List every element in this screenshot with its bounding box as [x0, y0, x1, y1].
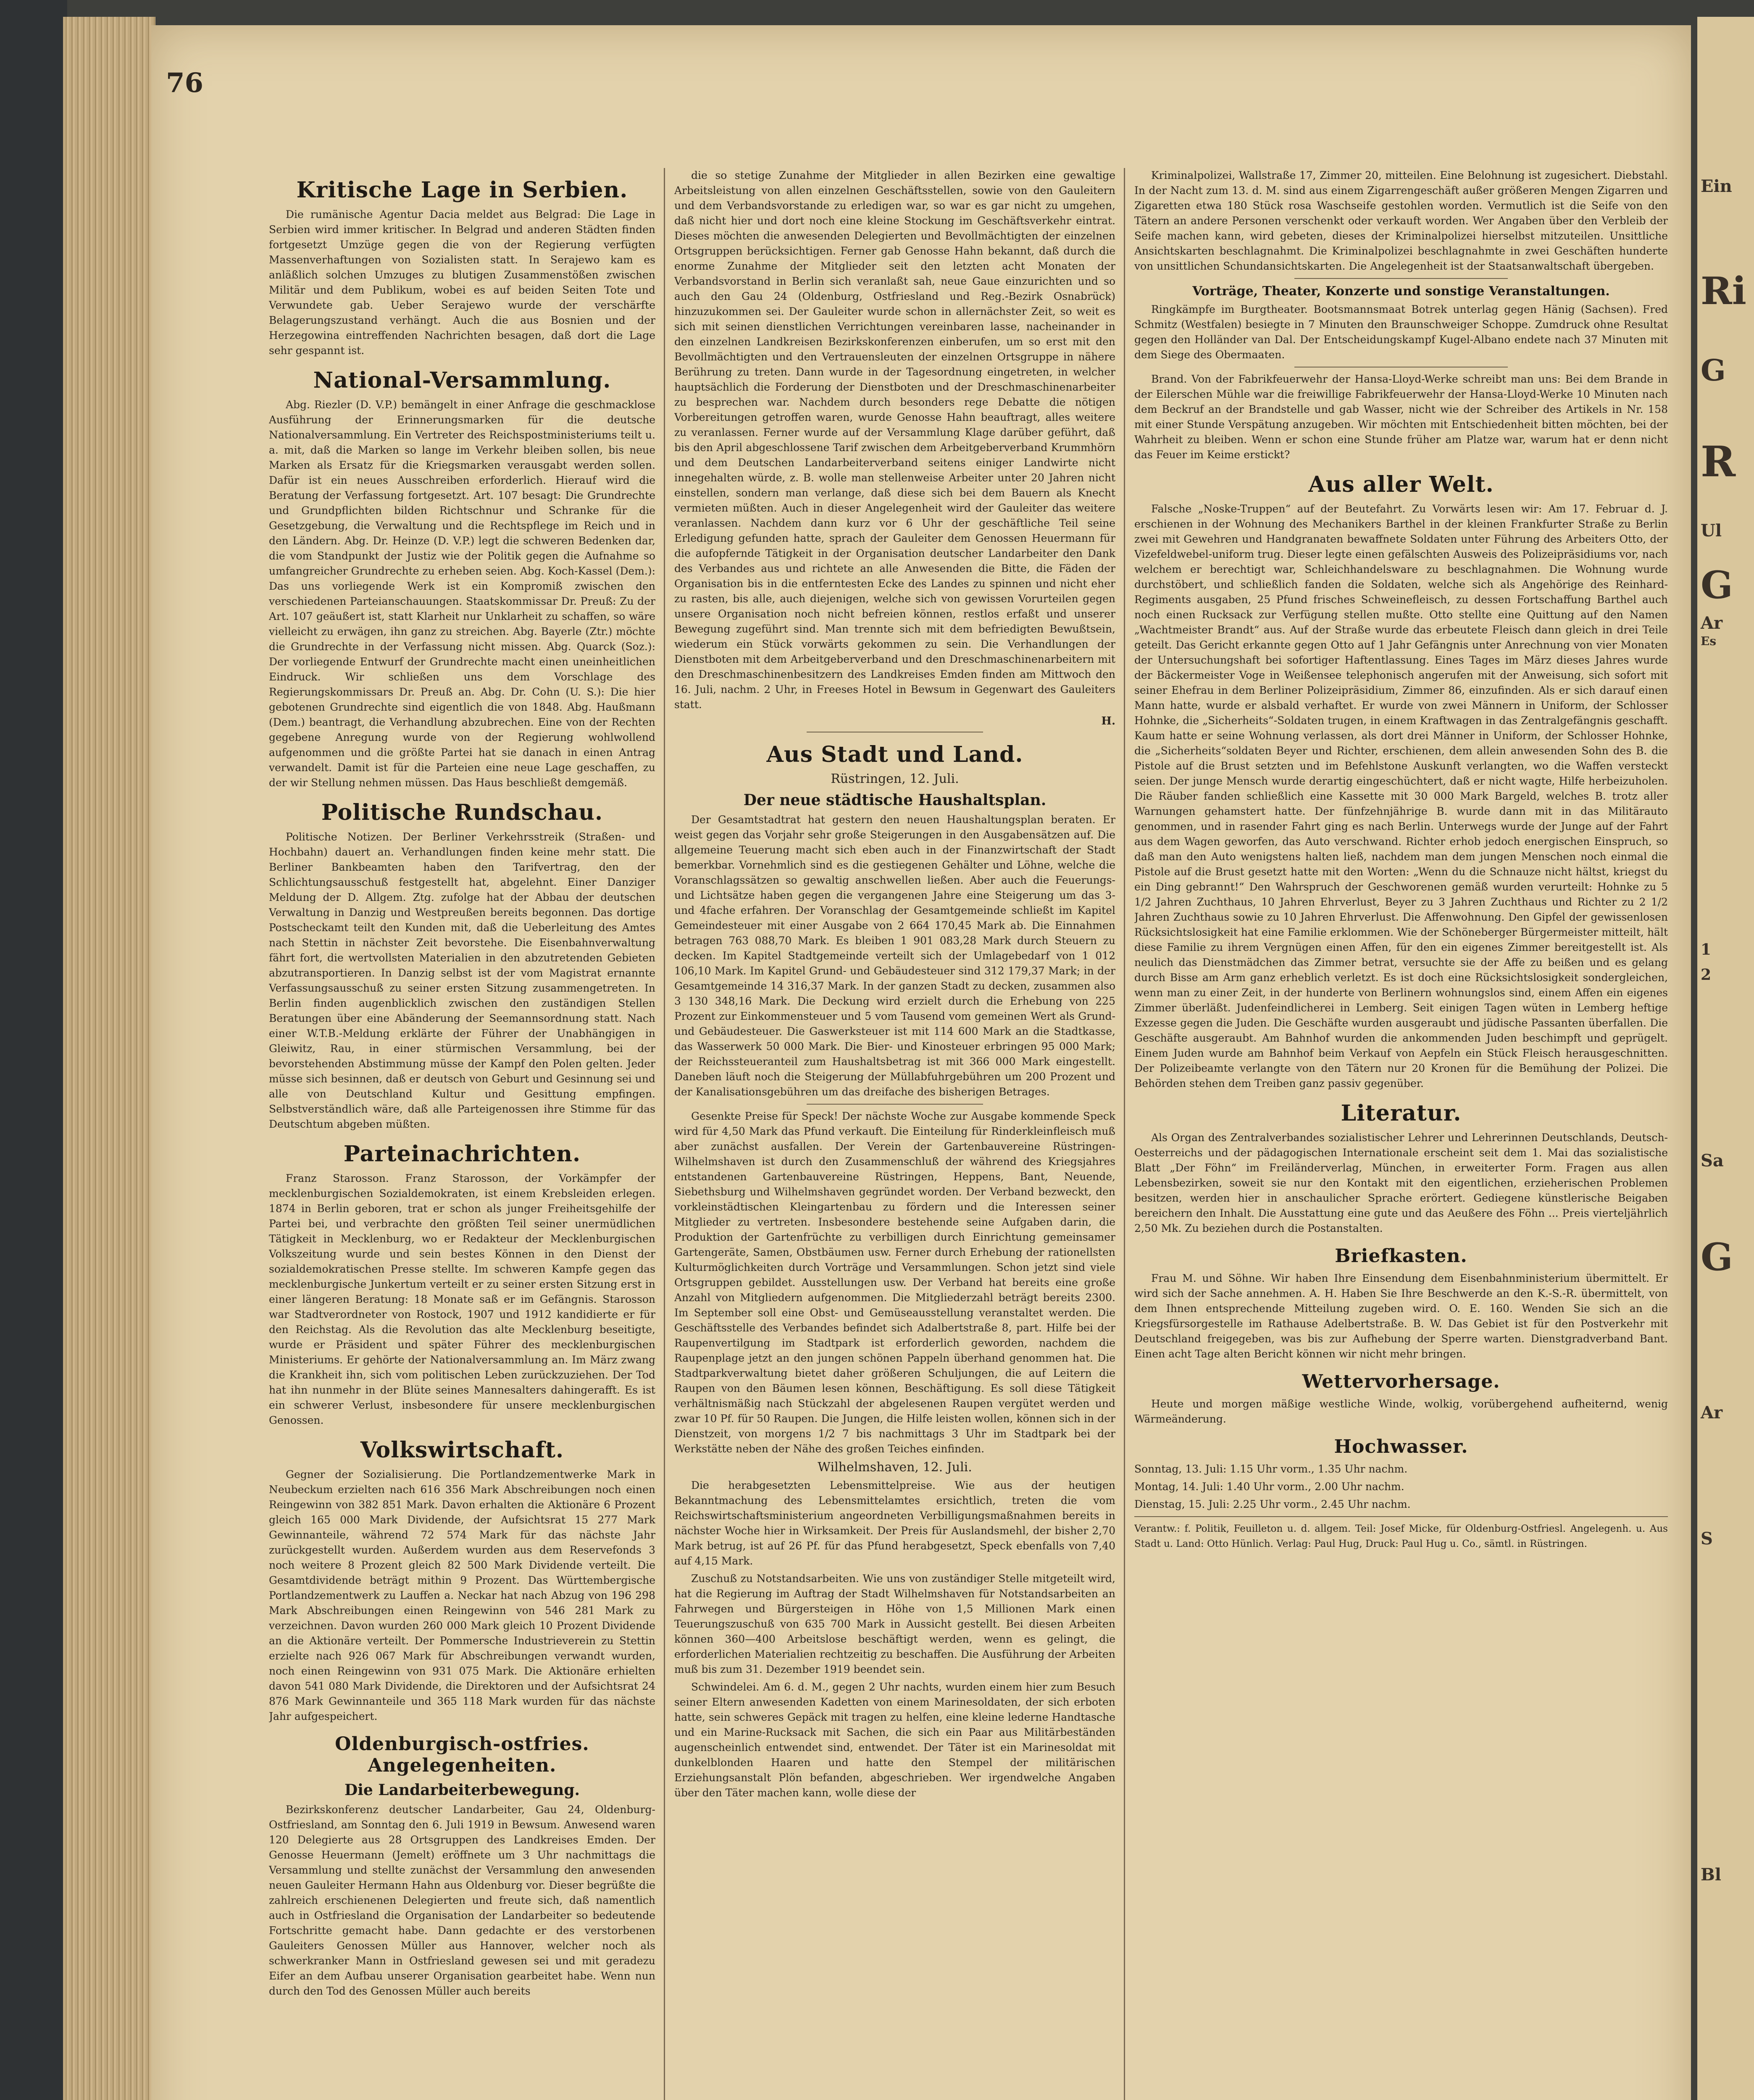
article-brand: Brand. Von der Fabrikfeuerwehr der Hansa-Lloyd-Werke schreibt man uns: Bei dem Brande in der Eilerschen Mühle war die freiwillige Fabrikfeuerwehr der Hansa-Lloyd-Werke 10 Minuten nach dem Beckruf an der Brandstelle und gab Wasser, nicht wie der Schreiber des Artikels in Nr. 158 mit einer Stunde Verspätung anzugeben. Wir möchten mit Entschiedenheit bitten möchten, bei der Wahrheit zu bleiben. Wenn er schon eine Stunde früher am Platze war, warum hat er denn nicht das Feuer im Keime erstickt?	[1134, 373, 1668, 461]
separator	[1134, 1516, 1668, 1517]
separator	[807, 1104, 983, 1105]
headline-hochwasser: Hochwasser.	[1334, 1436, 1468, 1457]
fragment: Sa	[1701, 1151, 1724, 1171]
fragment: Ul	[1701, 521, 1722, 541]
fragment: Ein	[1701, 176, 1732, 196]
fragment: S	[1701, 1529, 1713, 1549]
article-kriminalpolizei: Kriminalpolizei, Wallstraße 17, Zimmer 20, mitteilen. Eine Belohnung ist zugesichert. Diebstahl. In der Nacht zum 13. d. M. sind aus einem Zigarrengeschäft außer größeren Mengen Zigarren und Zigaretten etwa 180 Stück rosa Waschseife gestohlen worden. Vermutlich ist die Seife von den Tätern an andere Personen verschenkt oder verkauft worden. Wer Angaben über den Verbleib der Seife machen kann, wird gebeten, dieses der Kriminalpolizei hierselbst mitzuteilen. Unsittliche Ansichtskarten beschlagnahmt. Die Kriminalpolizei beschlagnahmte in zwei Geschäften hunderte von unsittlichen Schundansichtskarten. Die Angelegenheit ist der Staatsanwaltschaft übergeben.	[1134, 169, 1668, 272]
hochwasser-line: Montag, 14. Juli: 1.40 Uhr vorm., 2.00 Uhr nachm.	[1134, 1480, 1404, 1493]
article-rundschau: Politische Notizen. Der Berliner Verkehrsstreik (Straßen- und Hochbahn) dauert an. Verhandlungen finden keine mehr statt. Die Berliner Bankbeamten haben den Tarifvertrag, den der Schlichtungsausschuß festgestellt hat, abgelehnt. Einer Danziger Meldung der D. Allgem. Ztg. zufolge hat der Abbau der deutschen Verwaltung in Danzig und Westpreußen bereits begonnen. Das dortige Postscheckamt teilt den Kunden mit, daß die Ueberleitung des Amtes nach Stettin in nächster Zeit bevorstehe. Die Eisenbahnverwaltung fährt fort, die wertvollsten Materialien in den abzutretenden Gebieten abzutransportieren. In Danzig selbst ist der vom Magistrat ernannte Verfassungsausschuß zu seiner ersten Sitzung zusammengetreten. In Berlin finden augenblicklich zwischen den zuständigen Stellen Beratungen über eine Abänderung der Seemannsordnung statt. Nach einer W.T.B.-Meldung erklärte der Führer der Unabhängigen in Gleiwitz, Rau, in einer stürmischen Versammlung, bei der bevorstehenden Abstimmung müsse der Kampf den Polen gelten. Jeder müsse sich besinnen, daß er deutsch von Geburt und Gesinnung sei und alle von Deutschland Kultur und Gesittung empfingen. Selbstverständlich wäre, daß alle Parteigenossen ihre Stimme für das Deutschtum abgeben müßten.	[269, 831, 655, 1130]
article-speck: Gesenkte Preise für Speck! Der nächste Woche zur Ausgabe kommende Speck wird für 4,50 Mark das Pfund verkauft. Die Einteilung für Rinderkleinfleisch muß aber zunächst ausfallen. Der Verein der Gartenbauvereine Rüstringen-Wilhelmshaven ist durch den Zusammenschluß der während des Kriegsjahres entstandenen Gartenbauvereine Rüstringen, Heppens, Bant, Neuende, Siebethsburg und Wilhelmshaven gegründet worden. Der Verband bezweckt, den vorkleinstädtischen Kleingartenbau zu fördern und die Interessen seiner Mitglieder zu vertreten. Insbesondere bestehende seine Aufgaben darin, die Produktion der Gartenfrüchte zu verbilligen durch Einrichtung gemeinsamer Gartengeräte, Samen, Obstbäumen usw. Ferner durch Erhebung der rationellsten Kulturmöglichkeiten durch Vorträge und Versammlungen. Schon jetzt sind viele Ortsgruppen gebildet. Ausstellungen usw. Der Verband hat bereits eine große Anzahl von Mitgliedern aufgenommen. Die Mitgliederzahl beträgt bereits 2300. Im September soll eine Obst- und Gemüseausstellung veranstaltet werden. Die Geschäftsstelle des Verbandes befindet sich Adalbertstraße 8, part. Hilfe bei der Raupenvertilgung im Stadtpark ist erforderlich geworden, nachdem die Raupenplage jetzt an den jungen schönen Pappeln überhand genommen hat. Die Stadtparkverwaltung bietet daher größeren Schuljungen, die auf Leitern die Raupen von den Bäumen lesen können, Beschäftigung. Es soll diese Tätigkeit verhältnismäßig nach Stückzahl der abgelesenen Raupen vergütet werden und zwar 10 Pf. für 50 Raupen. Die Jungen, die Hilfe leisten wollen, können sich in der Dienstzeit, von morgens 1/2 7 bis nachmittags 3 Uhr im Stadtpark bei der Werkstätte neben der Nähe des großen Teiches einfinden.	[674, 1110, 1115, 1455]
headline-aus-aller-welt: Aus aller Welt.	[1308, 472, 1494, 497]
fragment: Ar	[1701, 613, 1723, 633]
column-1	[269, 168, 655, 2100]
adjacent-page	[1697, 17, 1754, 2100]
signature: H.	[1101, 715, 1115, 727]
article-briefkasten: Frau M. und Söhne. Wir haben Ihre Einsendung dem Eisenbahnministerium übermittelt. Er wird sich der Sache annehmen. A. H. Haben Sie Ihre Beschwerde an den K.-S.-R. übermittelt, von dem Ihnen entsprechende Mitteilung zugeben wird. O. E. 160. Wenden Sie sich an die Kriegsfürsorgestelle im Rathause Adelbertstraße. B. W. Das Gebiet ist für den Postverkehr mit Deutschland freigegeben, was bis zur Aufhebung der Sperre warten. Dienstgradverband Bant. Einen acht Tage alten Bericht können wir nicht mehr bringen.	[1134, 1272, 1668, 1360]
article-landarbeiter: Bezirkskonferenz deutscher Landarbeiter, Gau 24, Oldenburg-Ostfriesland, am Sonntag den 6. Juli 1919 in Bewsum. Anwesend waren 120 Delegierte aus 28 Ortsgruppen des Landkreises Emden. Der Genosse Heuermann (Jemelt) eröffnete um 3 Uhr nachmittags die Versammlung und stellte zunächst der Versammlung den anwesenden neuen Gauleiter Hermann Hahn aus Oldenburg vor. Dieser begrüßte die zahlreich erschienenen Delegierten und freute sich, daß namentlich auch in Ostfriesland die Organisation der Landarbeiter so bedeutende Fortschritte gemacht habe. Dann gedachte er des verstorbenen Gauleiters Genossen Müller aus Hannover, welcher noch als schwerkranker Mann in Ostfriesland gewesen sei und mit geradezu Eifer an dem Aufbau unserer Organisation gearbeitet habe. Wenn nun durch den Tod des Genossen Müller auch bereits	[269, 1803, 655, 1997]
fragment: Ri	[1701, 269, 1746, 313]
headline-briefkasten: Briefkasten.	[1335, 1245, 1467, 1267]
article-haushaltsplan: Der Gesamtstadtrat hat gestern den neuen Haushaltungsplan beraten. Er weist gegen das Vorjahr sehr große Steigerungen in den Ausgabensätzen auf. Die allgemeine Teuerung macht sich eben auch in der Finanzwirtschaft der Stadt bemerkbar. Vornehmlich sind es die gestiegenen Gehälter und Löhne, welche die Voranschlagssätzen so gewaltig anschwellen ließen. Aber auch die Feuerungs- und Lichtsätze haben gegen die vergangenen Jahre eine Steigerung um das 3- und 4fache erfahren. Der Voranschlag der Gesamtgemeinde schließt im Kapitel Gemeindesteuer mit einer Ausgabe von 2 664 170,45 Mark ab. Die Einnahmen betragen 763 088,70 Mark. Es bleiben 1 901 083,28 Mark durch Steuern zu decken. Im Kapitel Stadtgemeinde verteilt sich der Umlagebedarf von 1 012 106,10 Mark. Im Kapitel Grund- und Gebäudesteuer sind 312 179,37 Mark; in der Gesamtgemeinde 14 316,37 Mark. In der ganzen Stadt zu decken, zusammen also 3 130 348,16 Mark. Die Deckung wird erzielt durch die Erhebung von 225 Prozent zur Einkommensteuer und 5 vom Tausend vom gemeinen Wert als Grund- und Gebäudesteuer. Die Gaswerksteuer ist mit 114 600 Mark an die Stadtkasse, das Wasserwerk 50 000 Mark. Die Bier- und Kinosteuer erbringen 95 000 Mark; der Reichssteueranteil zum Haushaltsbetrag ist mit 366 000 Mark eingestellt. Daneben läuft noch die Steigerung der Müllabfuhrgebühren um 200 Prozent und der Kanalisationsgebühren um das dreifache des bisherigen Betrages.	[674, 814, 1115, 1098]
headline-veranstaltungen: Vorträge, Theater, Konzerte und sonstige Veranstaltungen.	[1192, 284, 1610, 299]
page-number: 76	[166, 67, 204, 99]
headline-parteinachrichten: Parteinachrichten.	[343, 1141, 581, 1167]
article-aus-aller-welt: Falsche „Noske-Truppen“ auf der Beutefahrt. Zu Vorwärts lesen wir: Am 17. Februar d. J. erschienen in der Wohnung des Mechanikers Barthel in der kleinen Frankfurter Straße zu Berlin zwei mit Gewehren und Handgranaten bewaffnete Soldaten unter Führung des Arbeiters Otto, der Vizefeldwebel-uniform trug. Dieser legte einen gefälschten Ausweis des Polizeipräsidiums vor, nach welchem er berechtigt war, Schleichhandelsware zu beschlagnahmen. Die Wohnung wurde durchstöbert, und schließlich fanden die Soldaten, welche sich als Angehörige des Reinhard-Regiments ausgaben, 25 Pfund frisches Schweinefleisch, zu dessen Fortschaffung Barthel auch noch einen Rucksack zur Verfügung stellen mußte. Otto stellte eine Quittung auf den Namen „Wachtmeister Brandt“ aus. Auf der Straße wurde das erbeutete Fleisch dann gleich in drei Teile geteilt. Das Gericht erkannte gegen Otto auf 1 Jahr Gefängnis unter Anrechnung von vier Monaten der Untersuchungshaft bei sofortiger Haftentlassung. Eines Tages im März dieses Jahres wurde der Bäckermeister Voge in Weißensee telephonisch angerufen mit der Anweisung, sich sofort mit seiner Ehefrau in dem Berliner Polizeipräsidium, Zimmer 86, einzufinden. Als er sich darauf einen Mann hatte, wurde er alsbald verhaftet. Er wurde von zwei Männern in Uniform, der Schlosser Hohnke, die „Sicherheits“-Soldaten trugen, in einem Kraftwagen in das Zentralgefängnis geschafft. Kaum hatte er seine Wohnung verlassen, als dort drei Männer in Uniform, der Schlosser Hohnke, die „Sicherheits“soldaten Beyer und Richter, erschienen, dem allein anwesenden Sohn des B. die Pistole auf die Brust setzten und im Befehlstone Auskunft verlangten, wo die Waffen versteckt seien. Der junge Mensch wurde derartig eingeschüchtert, daß er nicht wagte, Hilfe herbeizuholen. Die Räuber fanden schließlich eine Kassette mit 30 000 Mark Bargeld, welches B. trotz aller Warnungen gehamstert hatte. Der fünfzehnjährige B. wurde dann mit in das Militärauto genommen, und in rasender Fahrt ging es nach Berlin. Unterwegs wurde der Junge auf der Fahrt aus dem Wagen geworfen, das Auto verschwand. Richter erhob jedoch energischen Einspruch, so daß man den Auto wenigstens halten ließ, nachdem man dem jungen Menschen noch einmal die Pistole auf die Brust gesetzt hatte mit den Worten: „Wenn du die Schnauze nicht hältst, kriegst du ein Ding gebrannt!“ Den Wahrspruch der Geschworenen gemäß wurden verurteilt: Hohnke zu 5 1/2 Jahren Zuchthaus, 10 Jahren Ehrverlust, Beyer zu 3 Jahren Zuchthaus und Richter zu 2 1/2 Jahren Zuchthaus sowie zu 10 Jahren Ehrverlust. Die Affenwohnung. Den Gipfel der gewissenlosen Rücksichtslosigkeit hat eine Familie erklommen. Wie der Schöneberger Bürgermeister mitteilt, hält diese Familie zu ihrem Vergnügen einen Affen, für den ein eigenes Zimmer bereitgestellt ist. Als neulich das Dienstmädchen das Zimmer betrat, versuchte sie der Affe zu beißen und es gelang durch Bisse am Arm ganz erheblich verletzt. Es ist doch eine Rücksichtslosigkeit sondergleichen, wenn man zu einer Zeit, in der hunderte von Berlinern wohnungslos sind, einem Affen ein eigenes Zimmer überläßt. Judenfeindlicherei in Lemberg. Seit einigen Tagen wüten in Lemberg heftige Exzesse gegen die Juden. Die Geschäfte wurden ausgeraubt und jüdische Passanten überfallen. Die Geschäfte ausgeraubt. Am Bahnhof wurden die ankommenden Juden beschimpft und geprügelt. Einem Juden wurde am Bahnhof beim Verkauf von Aepfeln ein Stück Fleisch herausgeschnitten. Der Polizeibeamte verlangte von den Tätern nur 20 Kronen für die Bemühung der Polizei. Die Behörden stehen dem Treiben ganz passiv gegenüber.	[1134, 503, 1668, 1089]
fragment: Ar	[1701, 1403, 1723, 1423]
article-serbien: Die rumänische Agentur Dacia meldet aus Belgrad: Die Lage in Serbien wird immer kritischer. In Belgrad und anderen Städten finden fortgesetzt Umzüge gegen die von der Regierung verfügten Massenverhaftungen von Sozialisten statt. In Serajewo kam es anläßlich solchen Umzuges zu blutigen Zusammenstößen zwischen Militär und dem Publikum, wobei es auf beiden Seiten Tote und Verwundete gab. Ueber Serajewo wurde der verschärfte Belagerungszustand verhängt. Auch die aus Bosnien und der Herzegowina eintreffenden Nachrichten besagen, daß dort die Lage sehr gespannt ist.	[269, 208, 655, 357]
separator	[1294, 367, 1508, 368]
fragment: R	[1701, 437, 1736, 486]
headline-literatur: Literatur.	[1341, 1100, 1462, 1126]
headline-serbien: Kritische Lage in Serbien.	[296, 177, 628, 203]
headline-rundschau: Politische Rundschau.	[321, 800, 603, 825]
fragment: Es	[1701, 634, 1717, 648]
article-ringkaempfe: Ringkämpfe im Burgtheater. Bootsmannsmaat Botrek unterlag gegen Hänig (Sachsen). Fred Schmitz (Westfalen) besiegte in 7 Minuten den Braunschweiger Schoppe. Zumdruck ohne Resultat gegen den Holländer van Dal. Der Entscheidungskampf Kugel-Albano endete nach 37 Minuten mit dem Siege des Obermaaten.	[1134, 303, 1668, 361]
headline-oldenburg: Oldenburgisch-ostfries. Angelegenheiten.	[335, 1733, 589, 1776]
fragment: G	[1701, 1235, 1733, 1279]
fragment: G	[1701, 563, 1733, 607]
headline-wettervorhersage: Wettervorhersage.	[1302, 1371, 1500, 1392]
column-divider	[1124, 168, 1125, 2100]
fragment: 2	[1701, 966, 1712, 984]
book-spine	[0, 0, 67, 2100]
separator	[1294, 278, 1508, 279]
article-lebensmittelpreise: Die herabgesetzten Lebensmittelpreise. Wie aus der heutigen Bekanntmachung des Lebensmittelamtes ersichtlich, treten die vom Reichswirtschaftsministerium angeordneten Verbilligungsmaßnahmen bereits in nächster Woche hier in Wirksamkeit. Der Preis für Auslandsmehl, der bisher 2,70 Mark betrug, ist auf 26 Pf. für das Pfund herabgesetzt, Speck ebenfalls von 7,40 auf 4,15 Mark.	[674, 1479, 1115, 1567]
headline-stadt-und-land: Aus Stadt und Land.	[766, 742, 1023, 767]
imprint: Verantw.: f. Politik, Feuilleton u. d. allgem. Teil: Josef Micke, für Oldenburg-Ostfriesl. Angelegenh. u. Aus Stadt u. Land: Otto Hünlich. Verlag: Paul Hug, Druck: Paul Hug u. Co., sämtl. in Rüstringen.	[1134, 1523, 1668, 1549]
headline-nationalversammlung: National-Versammlung.	[313, 368, 611, 393]
article-literatur: Als Organ des Zentralverbandes sozialistischer Lehrer und Lehrerinnen Deutschlands, Deutsch-Oesterreichs und der pädagogischen Internationale erscheint seit dem 1. Mai das sozialistische Blatt „Der Föhn“ im Freiländerverlag, München, in erweiterter Form. Fragen aus allen Lebensbezirken, soweit sie nur den Kontakt mit den eigentlichen, erzieherischen Problemen besitzen, werden hier in anschaulicher Sprache erörtert. Gediegene künstlerische Beigaben bereichern den Inhalt. Die Ausstattung eine gute und das Aeußere des Föhn ... Preis vierteljährlich 2,50 Mk. Zu beziehen durch die Postanstalten.	[1134, 1131, 1668, 1234]
column-divider	[664, 168, 665, 2100]
article-landarbeiter-cont: die so stetige Zunahme der Mitglieder in allen Bezirken eine gewaltige Arbeitsleistung von allen einzelnen Geschäftsstellen, sowie von den Gauleitern und dem Verbandsvorstande zu erledigen war, so war es gar nicht zu umgehen, daß nicht hier und dort noch eine kleine Stockung im Geschäftsverkehr eintrat. Dieses möchten die anwesenden Delegierten und Bevollmächtigten der einzelnen Ortsgruppen berücksichtigen. Ferner gab Genosse Hahn bekannt, daß durch die enorme Zunahme der Mitglieder seit den letzten acht Monaten der Verbandsvorstand in Berlin sich veranlaßt sah, neue Gaue einzurichten und so auch den Gau 24 (Oldenburg, Ostfriesland und Reg.-Bezirk Osnabrück) hinzuzukommen sei. Der Gauleiter wurde schon in allernächster Zeit, so weit es sich mit seinen dienstlichen Verrichtungen vereinbaren lasse, nacheinander in den einzelnen Landkreisen Bezirkskonferenzen einberufen, um so erst mit den Bevollmächtigten und den Vertrauensleuten der einzelnen Ortsgruppe in nähere Berührung zu treten. Dann wurde in der Tagesordnung eingetreten, in welcher hauptsächlich die Forderung der Dienstboten und der Dreschmaschinenarbeiter zu besprechen war. Nachdem durch besonders rege Debatte die nötigen Vorbereitungen getroffen waren, wurde Genosse Hahn beauftragt, alles weitere zu veranlassen. Ferner wurde auf der Versammlung Klage darüber geführt, daß bis den April abgeschlossene Tarif zwischen dem Arbeitgeberverband Krummhörn und dem Deutschen Landarbeiterverband seitens einiger Landwirte nicht innegehalten würde, z. B. wolle man stellenweise Arbeiter unter 20 Jahren nicht einstellen, sondern man verlange, daß diese sich bei dem Bauern als Knecht vermieten müßten. Auch in dieser Angelegenheit wird der Gauleiter das weitere veranlassen. Nachdem dann kurz vor 6 Uhr der geschäftliche Teil seine Erledigung gefunden hatte, sprach der Gauleiter dem Genossen Heuermann für die aufopfernde Tätigkeit in der Organisation deutscher Landarbeiter den Dank des Verbandes aus und richtete an alle Anwesenden die Bitte, die Fäden der Organisation bis in die entferntesten Ecke des Landes zu spinnen und nicht eher zu rasten, bis alle, auch diejenigen, welche sich von gewissen Vorurteilen gegen unsere Organisation noch nicht befreien können, restlos erfaßt und unserer Bewegung zugeführt sind. Man trennte sich mit dem befriedigten Bewußtsein, wiederum ein Stück vorwärts gekommen zu sein. Die Verhandlungen der Dienstboten mit dem Arbeitgeberverband und den Dreschmaschinenarbeitern mit den Dreschmaschinenbesitzern des Landkreises Emden finden am Mittwoch den 16. Juli, nachm. 2 Uhr, in Freeses Hotel in Bewsum in Gegenwart des Gauleiters statt.	[674, 169, 1115, 711]
article-schwindelei: Schwindelei. Am 6. d. M., gegen 2 Uhr nachts, wurden einem hier zum Besuch seiner Eltern anwesenden Kadetten von einem Marinesoldaten, der sich erboten hatte, sein schweres Gepäck mit tragen zu helfen, eine kleine lederne Handtasche und ein Marine-Rucksack mit Sachen, die sich ein Paar aus Militärbeständen augenscheinlich entwendet sind, entwendet. Der Täter ist ein Marinesoldat mit dunkelblonden Haaren und hatte den Stempel der militärischen Erziehungsanstalt Plön befanden, abgeschrieben. Wer irgendwelche Angaben über den Täter machen kann, wolle diese der	[674, 1681, 1115, 1799]
dateline: Rüstringen, 12. Juli.	[831, 772, 959, 786]
article-volkswirtschaft: Gegner der Sozialisierung. Die Portlandzementwerke Mark in Neubeckum erzielten nach 616 356 Mark Abschreibungen noch einen Reingewinn von 382 851 Mark. Davon erhalten die Aktionäre 6 Prozent gleich 165 000 Mark Dividende, der Aufsichtsrat 15 277 Mark Gewinnanteile, während 72 574 Mark für das nächste Jahr zurückgestellt wurden. Außerdem wurden aus dem Reservefonds 3 noch weitere 8 Prozent gleich 82 500 Mark Dividende verteilt. Die Gesamtdividende beträgt mithin 9 Prozent. Das Württembergische Portlandzementwerk zu Lauffen a. Neckar hat nach Abzug von 196 298 Mark Abschreibungen einen Reingewinn von 546 281 Mark zu verzeichnen. Davon wurden 260 000 Mark gleich 10 Prozent Dividende an die Aktionäre verteilt. Der Pommersche Industrieverein zu Stettin erzielte nach 926 067 Mark für Abschreibungen verwandt wurden, noch einen Reingewinn von 931 075 Mark. Die Aktionäre erhielten davon 541 080 Mark Dividende, die Direktoren und der Aufsichtsrat 24 876 Mark Gewinnanteile und 365 118 Mark wurden für das nächste Jahr aufgespeichert.	[269, 1468, 655, 1722]
fragment: Bl	[1701, 1865, 1722, 1885]
article-wetter: Heute und morgen mäßige westliche Winde, wolkig, vorübergehend aufheiternd, wenig Wärmeänderung.	[1134, 1398, 1668, 1425]
subheadline-landarbeiter: Die Landarbeiterbewegung.	[344, 1781, 580, 1799]
headline-volkswirtschaft: Volkswirtschaft.	[360, 1437, 564, 1463]
dateline: Wilhelmshaven, 12. Juli.	[818, 1460, 972, 1475]
article-parteinachrichten: Franz Starosson. Franz Starosson, der Vorkämpfer der mecklenburgischen Sozialdemokraten, ist einem Krebsleiden erlegen. 1874 in Berlin geboren, trat er schon als junger Freiheitsgehilfe der Partei bei, und verbrachte den größten Teil seiner unermüdlichen Tätigkeit in Mecklenburg, wo er Redakteur der Mecklenburgischen Volkszeitung wurde und sein bestes Können in den Dienst der sozialdemokratischen Presse stellte. Im schweren Kampfe gegen das mecklenburgische Junkertum verteilt er zu seiner ersten Sitzung erst in einer längeren Beratung: 18 Monate saß er im Gefängnis. Starosson war Stadtverordneter von Rostock, 1907 und 1912 kandidierte er für den Reichstag. Als die Revolution das alte Mecklenburg beseitigte, wurde er Präsident und später Führer des mecklenburgischen Ministeriums. Er gehörte der Nationalversammlung an. Im März zwang die Krankheit ihn, sich vom politischen Leben zurückzuziehen. Der Tod hat ihn nunmehr in der Blüte seines Mannesalters dahingerafft. Es ist ein schwerer Verlust, insbesondere für unsere mecklenburgischen Genossen.	[269, 1172, 655, 1426]
fragment: G	[1701, 353, 1726, 388]
column-3	[1134, 168, 1668, 2100]
hochwasser-line: Dienstag, 15. Juli: 2.25 Uhr vorm., 2.45 Uhr nachm.	[1134, 1498, 1411, 1510]
fragment: 1	[1701, 941, 1712, 958]
hochwasser-line: Sonntag, 13. Juli: 1.15 Uhr vorm., 1.35 Uhr nachm.	[1134, 1463, 1408, 1475]
article-nationalversammlung: Abg. Riezler (D. V.P.) bemängelt in einer Anfrage die geschmacklose Ausführung der Erinnerungsmarken für die deutsche Nationalversammlung. Ein Vertreter des Reichspostministeriums teilt u. a. mit, daß die Marken so lange im Verkehr bleiben sollen, bis neue Marken als Ersatz für die Kriegsmarken verausgabt werden sollen. Dafür ist ein neues Ausschreiben erforderlich. Hierauf wird die Beratung der Verfassung fortgesetzt. Art. 107 besagt: Die Grundrechte und Grundpflichten bilden Richtschnur und Schranke für die Gesetzgebung, die Verwaltung und die Rechtspflege im Reich und in den Ländern. Abg. Dr. Heinze (D. V.P.) legt die schweren Bedenken dar, die vom Standpunkt der Justiz wie der Politik gegen die Aufnahme so umfangreicher Grundrechte zu erheben seien. Abg. Koch-Kassel (Dem.): Das uns vorliegende Werk ist ein Kompromiß zwischen den verschiedenen Parteianschauungen. Staatskommissar Dr. Preuß: Zu der Art. 107 geäußert ist, statt Klarheit nur Unklarheit zu schaffen, so wäre vielleicht zu erwägen, ihn ganz zu streichen. Abg. Bayerle (Ztr.) möchte die Grundrechte in der Verfassung nicht missen. Abg. Quarck (Soz.): Der vorliegende Entwurf der Grundrechte macht einen uneinheitlichen Eindruck. Wir schließen uns dem Vorschlage des Regierungskommissars Dr. Preuß an. Abg. Dr. Cohn (U. S.): Die hier gebotenen Grundrechte sind eigentlich die von 1848. Abg. Haußmann (Dem.) beantragt, die Verhandlung abzubrechen. Eine von der Rechten gegebene Anregung wurde von der Regierung wohlwollend aufgenommen und die größte Partei hat sie danach in einen Antrag verwandelt. Damit ist für die Parteien eine neue Lage geschaffen, zu der wir Stellung nehmen müssen. Das Haus beschließt demgemäß.	[269, 399, 655, 789]
subheadline-haushaltsplan: Der neue städtische Haushaltsplan.	[743, 791, 1047, 809]
page-edges	[63, 17, 155, 2100]
article-notstandsarbeiten: Zuschuß zu Notstandsarbeiten. Wie uns von zuständiger Stelle mitgeteilt wird, hat die Regierung im Auftrag der Stadt Wilhelmshaven für Notstandsarbeiten an Fahrwegen und Bürgersteigen in Höhe von 1,5 Millionen Mark einen Teuerungszuschuß von 635 700 Mark in Aussicht gestellt. Bei diesen Arbeiten können 360—400 Arbeitslose beschäftigt werden, wenn es gelingt, die erforderlichen Materialien rechtzeitig zu beschaffen. Die Ausführung der Arbeiten muß bis zum 31. Dezember 1919 beendet sein.	[674, 1572, 1115, 1675]
column-2	[674, 168, 1115, 2100]
